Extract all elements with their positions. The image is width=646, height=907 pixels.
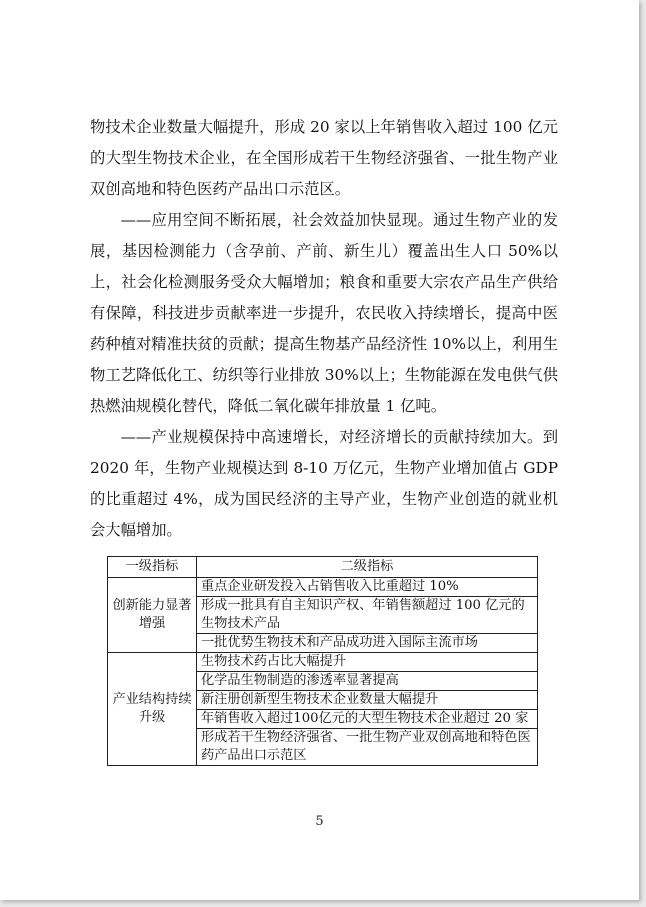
indicator-table-container — [107, 556, 538, 766]
table-cell: 重点企业研发投入占销售收入比重超过 10% — [197, 578, 538, 597]
table-cell: 年销售收入超过100亿元的大型生物技术企业超过 20 家 — [197, 710, 538, 729]
paragraph-industry-scale: ——产业规模保持中高速增长，对经济增长的贡献持续加大。到 2020 年，生物产业规模达到 8-10 万亿元，生物产业增加值占 GDP 的比重超过 4%，成为国民经济的主导产业，生物产业创造的就业机会大幅增加。 — [90, 428, 558, 539]
header-level1: 一级指标 — [108, 557, 197, 578]
category-structure: 产业结构持续升级 — [108, 653, 197, 766]
table-cell: 化学品生物制造的渗透率显著提高 — [197, 672, 538, 691]
indicator-table — [107, 556, 538, 766]
table-cell: 一批优势生物技术和产品成功进入国际主流市场 — [197, 634, 538, 653]
category-innovation: 创新能力显著增强 — [108, 578, 197, 653]
header-level2: 二级指标 — [197, 557, 538, 578]
table-cell: 形成若干生物经济强省、一批生物产业双创高地和特色医药产品出口示范区 — [197, 729, 538, 766]
page-number: 5 — [315, 814, 324, 829]
table-row — [108, 653, 538, 672]
table-row — [108, 578, 538, 597]
table-cell: 形成一批具有自主知识产权、年销售额超过 100 亿元的生物技术产品 — [197, 597, 538, 634]
table-cell: 新注册创新型生物技术企业数量大幅提升 — [197, 691, 538, 710]
paragraph-application: ——应用空间不断拓展，社会效益加快显现。通过生物产业的发展，基因检测能力（含孕前、产前、新生儿）覆盖出生人口 50%以上，社会化检测服务受众大幅增加；粮食和重要大宗农产品生产供给有保障，科技进步贡献率进一步提升，农民收入持续增长，提高中医药种植对精准扶贫的贡献；提高生物基产品经济性 10%以上，利用生物工艺降低化工、纺织等行业排放 30%以上；生物能源在发电供气供热燃油规模化替代，降低二氧化碳年排放量 1 亿吨。 — [90, 211, 558, 415]
table-header-row — [108, 557, 538, 578]
body-text — [90, 112, 558, 546]
table-cell: 生物技术药占比大幅提升 — [197, 653, 538, 672]
paragraph-continued: 物技术企业数量大幅提升，形成 20 家以上年销售收入超过 100 亿元的大型生物技术企业，在全国形成若干生物经济强省、一批生物产业双创高地和特色医药产品出口示范区。 — [90, 118, 558, 198]
